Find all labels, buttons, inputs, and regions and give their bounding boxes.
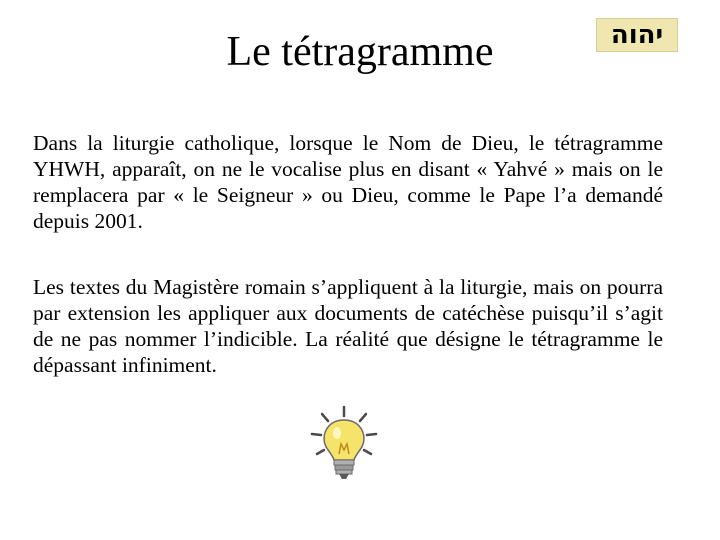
paragraph-liturgy: Dans la liturgie catholique, lorsque le Nom de Dieu, le tétragramme YHWH, apparaît, on ne le vocalise plus en disant « Yahvé » mais on le remplacera par « le Seigneur » ou Dieu, comme le Pape l’a demandé depuis 2001. [33,131,663,233]
slide-title: Le tétragramme [226,29,494,75]
hebrew-tetragram-label: יהוה [596,18,678,52]
paragraph-magisterium: Les textes du Magistère romain s’appliquent à la liturgie, mais on pourra par extension les appliquer aux documents de catéchèse puisqu’il s’agit de ne pas nommer l’indicible. La réalité que désigne le tétragramme le dépassant infiniment. [33,275,663,377]
lightbulb-icon [308,404,380,484]
